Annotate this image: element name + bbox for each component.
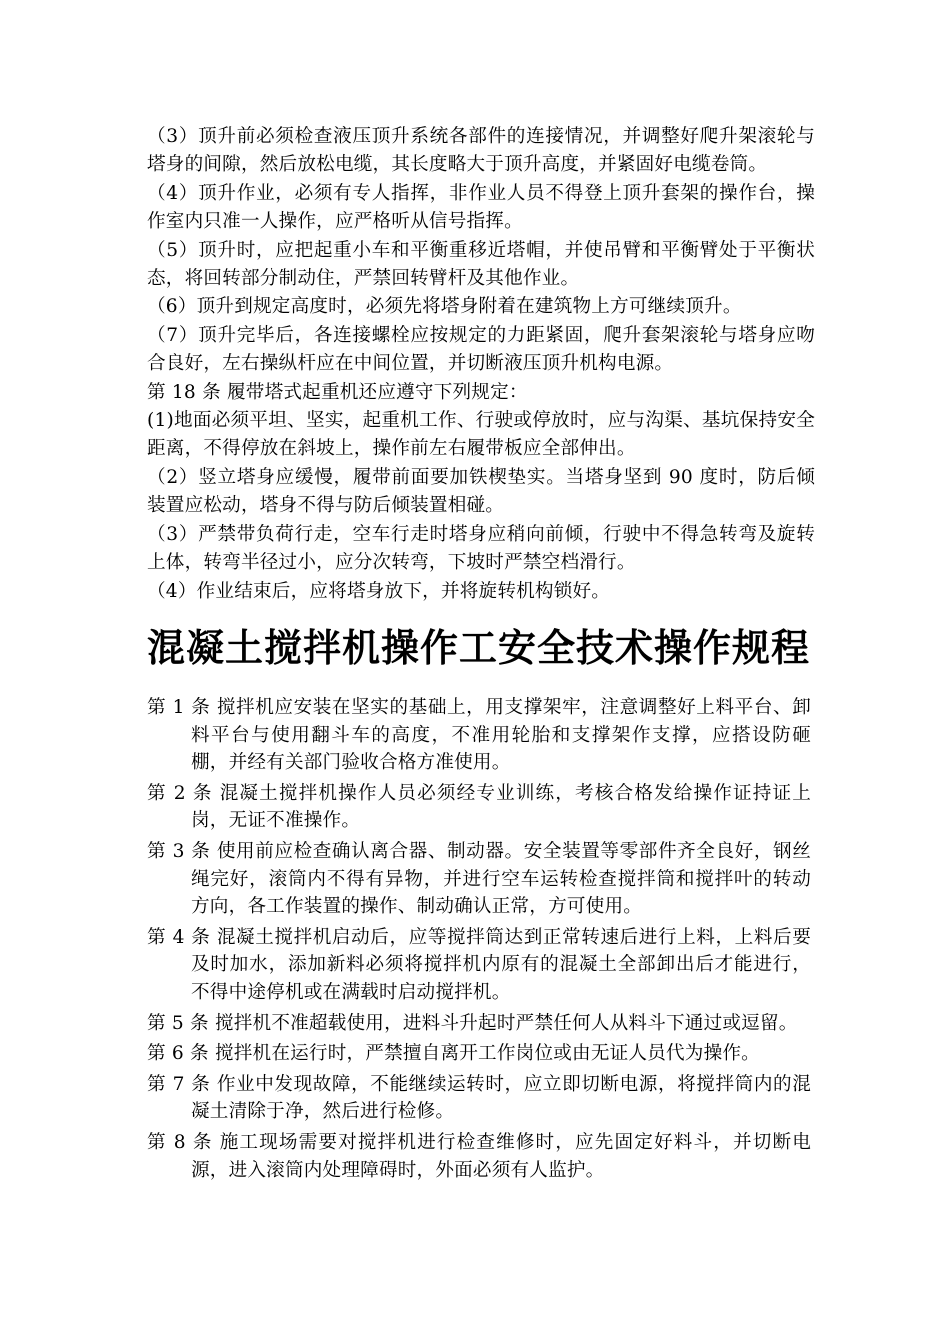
mixer-rules-section — [147, 694, 811, 1187]
article-item: 第 1 条 搅拌机应安装在坚实的基础上，用支撑架牢，注意调整好上料平台、卸料平台与使用翻斗车的高度，不准用轮胎和支撑架作支撑，应搭设防砸棚，并经有关部门验收合格方准使用。 — [147, 697, 811, 774]
tower-crane-rules-section — [147, 123, 815, 606]
rule-paragraph: （6）顶升到规定高度时，必须先将塔身附着在建筑物上方可继续顶升。 — [147, 296, 742, 318]
article-item: 第 2 条 混凝土搅拌机操作人员必须经专业训练，考核合格发给操作证持证上岗，无证不准操作。 — [147, 782, 811, 832]
article-item: 第 6 条 搅拌机在运行时，严禁擅自离开工作岗位或由无证人员代为操作。 — [147, 1043, 760, 1065]
rule-paragraph: （7）顶升完毕后，各连接螺栓应按规定的力距紧固，爬升套架滚轮与塔身应吻合良好，左右操纵杆应在中间位置，并切断液压顶升机构电源。 — [147, 324, 815, 375]
rule-paragraph: （3）顶升前必须检查液压顶升系统各部件的连接情况，并调整好爬升架滚轮与塔身的间隙，然后放松电缆，其长度略大于顶升高度，并紧固好电缆卷筒。 — [147, 126, 815, 176]
article-item: 第 5 条 搅拌机不准超载使用，进料斗升起时严禁任何人从料斗下通过或逗留。 — [147, 1012, 798, 1034]
rule-paragraph: （2）竖立塔身应缓慢，履带前面要加铁楔垫实。当塔身坚到 90 度时，防后倾装置应松动，塔身不得与防后倾装置相碰。 — [147, 466, 815, 517]
rule-paragraph: （3）严禁带负荷行走，空车行走时塔身应稍向前倾，行驶中不得急转弯及旋转上体，转弯半径过小，应分次转弯，下坡时严禁空档滑行。 — [147, 523, 815, 574]
rule-paragraph: (1)地面必须平坦、坚实，起重机工作、行驶或停放时，应与沟渠、基坑保持安全距离，不得停放在斜坡上，操作前左右履带板应全部伸出。 — [147, 410, 815, 460]
article-item: 第 7 条 作业中发现故障，不能继续运转时，应立即切断电源，将搅拌筒内的混凝土清除于净，然后进行检修。 — [147, 1073, 811, 1123]
rule-paragraph: （5）顶升时，应把起重小车和平衡重移近塔帽，并使吊臂和平衡臂处于平衡状态，将回转部分制动住，严禁回转臂杆及其他作业。 — [147, 239, 815, 290]
section-title: 混凝土搅拌机操作工安全技术操作规程 — [147, 625, 811, 670]
article-item: 第 4 条 混凝土搅拌机启动后，应等搅拌筒达到正常转速后进行上料，上料后要及时加水，添加新料必须将搅拌机内原有的混凝土全部卸出后才能进行，不得中途停机或在满载时启动搅拌机。 — [147, 926, 811, 1003]
rule-paragraph: （4）顶升作业，必须有专人指挥，非作业人员不得登上顶升套架的操作台，操作室内只准一人操作，应严格听从信号指挥。 — [147, 182, 815, 233]
article-item: 第 8 条 施工现场需要对搅拌机进行检查维修时，应先固定好料斗，并切断电源，进入滚筒内处理障碍时，外面必须有人监护。 — [147, 1131, 811, 1181]
rule-paragraph: （4）作业结束后，应将塔身放下，并将旋转机构锁好。 — [147, 580, 611, 602]
article-item: 第 3 条 使用前应检查确认离合器、制动器。安全装置等零部件齐全良好，钢丝绳完好，滚筒内不得有异物，并进行空车运转检查搅拌筒和搅拌叶的转动方向，各工作装置的操作、制动确认正常，方可使用。 — [147, 840, 811, 918]
article-heading: 第 18 条 履带塔式起重机还应遵守下列规定： — [147, 381, 528, 403]
